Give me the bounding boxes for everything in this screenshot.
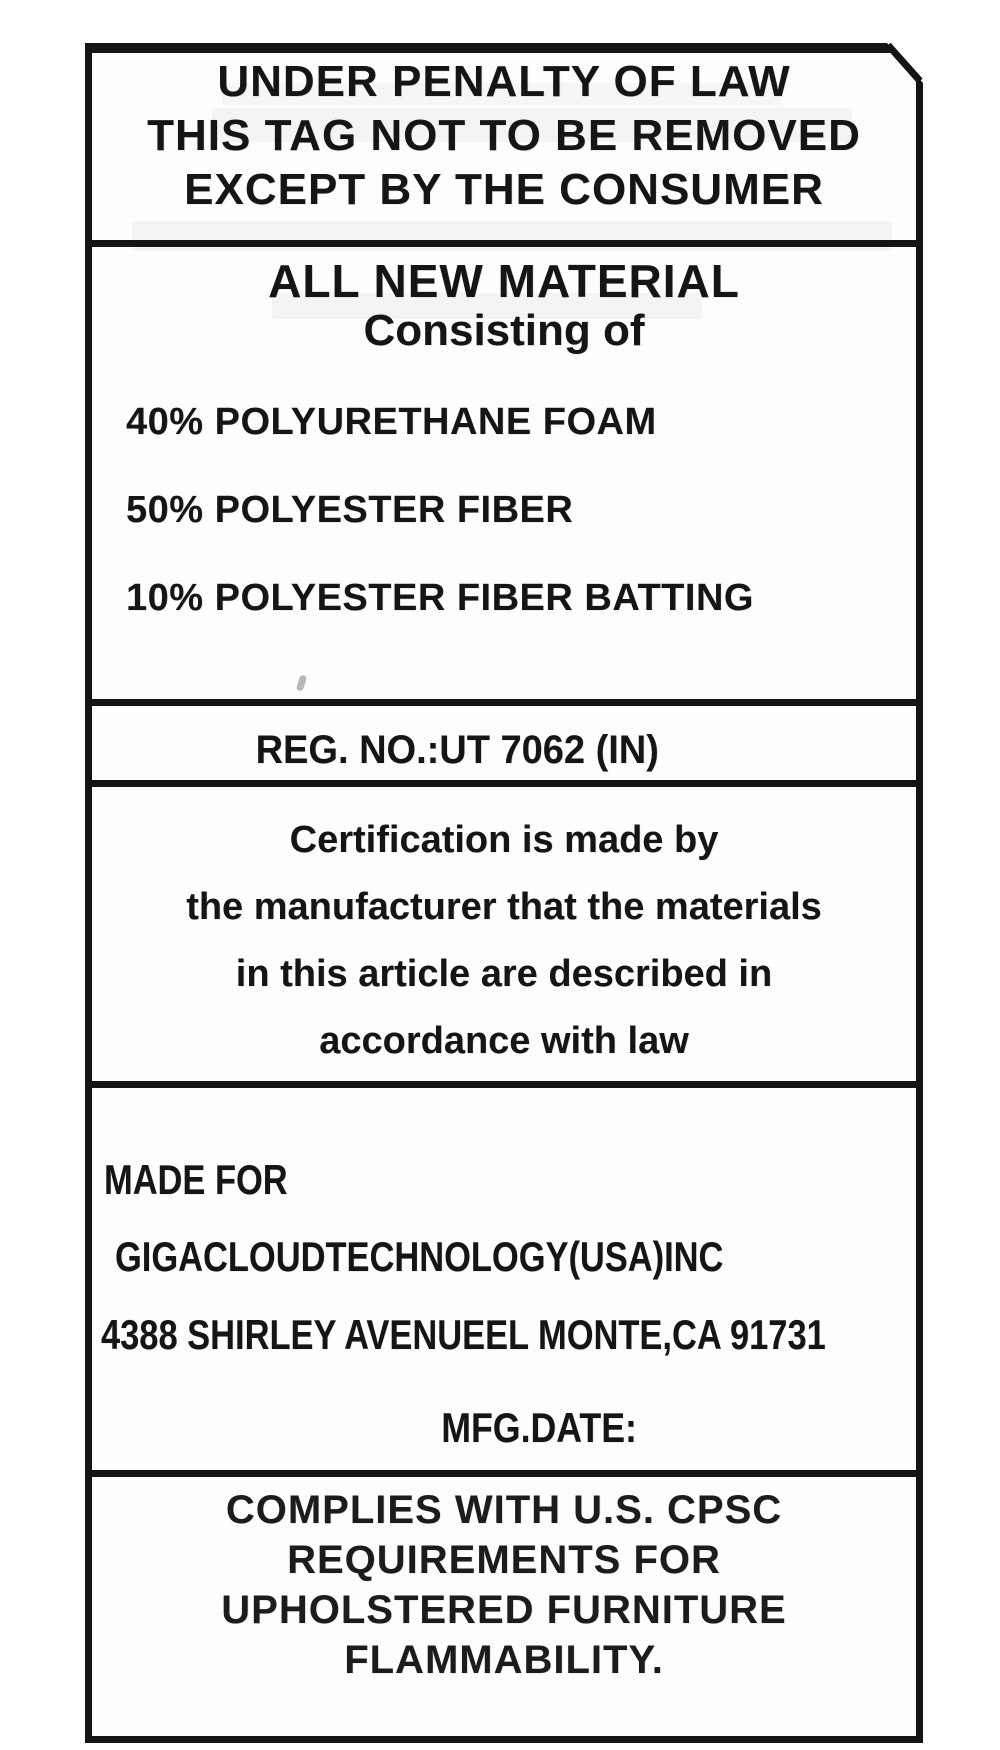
compliance-section [92, 1477, 916, 1736]
certification-line: Certification is made by [289, 819, 719, 861]
compliance-line: FLAMMABILITY. [344, 1638, 664, 1682]
penalty-line: UNDER PENALTY OF LAW [217, 57, 791, 106]
company-address-row [92, 1313, 916, 1357]
mfg-date-label: MFG.DATE: [441, 1404, 637, 1451]
company-address: 4388 SHIRLEY AVENUEEL MONTE,CA 91731 [101, 1311, 826, 1358]
material-item: 40% POLYURETHANE FOAM [126, 401, 657, 443]
material-list [92, 401, 916, 619]
registration-section [92, 706, 916, 787]
contents-subtitle: Consisting of [363, 306, 645, 355]
law-label [85, 43, 923, 1743]
certification-section [92, 787, 916, 1088]
contents-section [92, 247, 916, 706]
made-for-heading [92, 1158, 916, 1202]
compliance-line: UPHOLSTERED FURNITURE [221, 1588, 787, 1632]
certification-line: accordance with law [319, 1020, 689, 1062]
registration-number: REG. NO.:UT 7062 (IN) [255, 728, 659, 772]
material-item: 10% POLYESTER FIBER BATTING [126, 577, 754, 619]
penalty-line: THIS TAG NOT TO BE REMOVED [147, 111, 861, 160]
contents-title: ALL NEW MATERIAL [268, 255, 740, 307]
penalty-section [92, 53, 916, 247]
certification-line: the manufacturer that the materials [186, 886, 822, 928]
penalty-line: EXCEPT BY THE CONSUMER [184, 165, 824, 214]
material-item: 50% POLYESTER FIBER [126, 489, 574, 531]
compliance-line: COMPLIES WITH U.S. CPSC [225, 1488, 783, 1532]
mfg-date-row [92, 1406, 916, 1450]
compliance-line: REQUIREMENTS FOR [287, 1538, 721, 1582]
company-name: GIGACLOUDTECHNOLOGY(USA)INC [115, 1233, 724, 1280]
company-name-row [92, 1235, 916, 1279]
made-for-label: MADE FOR [104, 1156, 288, 1203]
certification-line: in this article are described in [235, 953, 773, 995]
made-for-section [92, 1088, 916, 1477]
